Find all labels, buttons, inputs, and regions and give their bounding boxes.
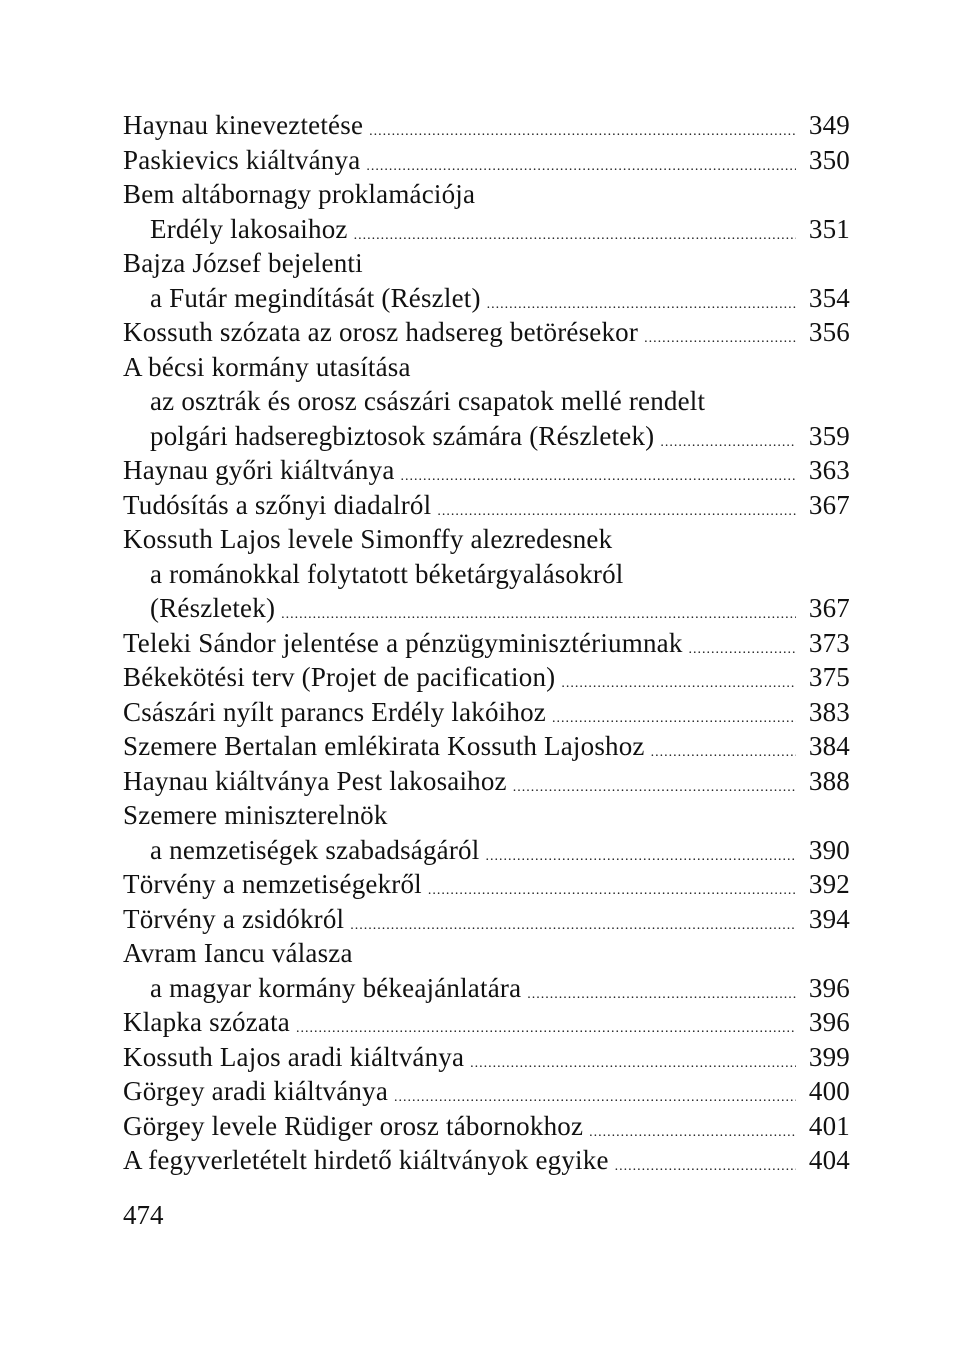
toc-entry-title [123, 350, 850, 385]
toc-entry-title [123, 695, 850, 730]
toc-entry-title [123, 626, 850, 661]
toc-entry-text: a nemzetiségek szabadságáról [150, 834, 480, 865]
toc-entry-text: Szemere miniszterelnök [123, 800, 388, 830]
toc-entry-text: Szemere Bertalan emlékirata Kossuth Lajoshoz [123, 731, 645, 761]
toc-entry-text: Paskievics kiáltványa [123, 144, 361, 175]
toc-entry-title [123, 798, 850, 833]
toc-entry [123, 764, 850, 799]
toc-page-number: 350 [808, 144, 850, 175]
toc-entry-continuation [123, 591, 850, 626]
toc-entry-title [123, 1109, 850, 1144]
toc-entry-text: Császári nyílt parancs Erdély lakóihoz [123, 696, 546, 727]
toc-entry-title [123, 1005, 850, 1040]
toc-entry-title [123, 108, 850, 143]
toc-entry-text: (Részletek) [150, 593, 276, 623]
toc-entry-title [123, 867, 850, 902]
toc-entry-title [123, 764, 850, 799]
toc-entry-title [123, 660, 850, 695]
toc-page-number: 367 [808, 489, 850, 520]
toc-page-number: 373 [808, 627, 850, 658]
toc-entry [123, 453, 850, 488]
toc-entry [123, 315, 850, 350]
toc-entry-title [123, 1074, 850, 1109]
table-of-contents [123, 108, 850, 1178]
toc-entry-text: Görgey aradi kiáltványa [123, 1076, 389, 1106]
toc-entry-text: Erdély lakosaihoz [150, 213, 348, 244]
toc-entry-text: az osztrák és orosz császári csapatok mellé rendelt [150, 386, 706, 416]
toc-entry-text: a románokkal folytatott béketárgyalásokról [150, 558, 624, 589]
toc-entry-continuation [123, 557, 850, 592]
toc-entry [123, 177, 850, 246]
toc-page-number: 404 [808, 1145, 850, 1175]
toc-entry-text: Tudósítás a szőnyi diadalról [123, 489, 432, 520]
toc-entry-title [123, 246, 850, 281]
toc-entry [123, 488, 850, 523]
toc-page-number: 367 [808, 593, 850, 623]
toc-entry-title [123, 453, 850, 488]
toc-entry [123, 108, 850, 143]
toc-page-number: 394 [808, 903, 850, 934]
toc-entry-text: Görgey levele Rüdiger orosz tábornokhoz [123, 1110, 584, 1141]
toc-entry-title [123, 902, 850, 937]
toc-entry-text: Bem altábornagy proklamációja [123, 179, 476, 209]
toc-entry [123, 1005, 850, 1040]
toc-entry [123, 350, 850, 454]
toc-page-number: 363 [808, 455, 850, 485]
toc-entry-title [123, 315, 850, 350]
toc-page-number: 359 [808, 420, 850, 451]
toc-page-number: 354 [808, 282, 850, 313]
toc-entry-title [123, 1143, 850, 1178]
toc-entry-text: Törvény a zsidókról [123, 903, 345, 934]
toc-entry-title [123, 177, 850, 212]
toc-entry-text: A fegyverletételt hirdető kiáltványok egyike [123, 1145, 609, 1175]
toc-entry [123, 1109, 850, 1144]
toc-page-number: 396 [808, 972, 850, 1003]
toc-entry-continuation [123, 212, 850, 247]
toc-entry [123, 695, 850, 730]
toc-entry [123, 902, 850, 937]
toc-entry-continuation [123, 384, 850, 419]
toc-entry-text: Kossuth Lajos aradi kiáltványa [123, 1041, 465, 1072]
toc-entry-title [123, 729, 850, 764]
toc-page-number: 396 [808, 1007, 850, 1037]
toc-page-number: 384 [808, 731, 850, 761]
toc-page-number: 399 [808, 1041, 850, 1072]
toc-page-number: 388 [808, 765, 850, 796]
toc-entry-text: Teleki Sándor jelentése a pénzügyminisztériumnak [123, 627, 683, 658]
toc-entry [123, 522, 850, 626]
toc-entry-text: Haynau kiáltványa Pest lakosaihoz [123, 765, 507, 796]
toc-page-number: 401 [808, 1110, 850, 1141]
toc-page-number: 400 [808, 1076, 850, 1106]
toc-entry-title [123, 522, 850, 557]
toc-entry-continuation [123, 281, 850, 316]
toc-entry-text: Avram Iancu válasza [123, 938, 353, 968]
toc-entry-continuation [123, 971, 850, 1006]
toc-entry-title [123, 1040, 850, 1075]
toc-entry-text: Haynau győri kiáltványa [123, 455, 395, 485]
toc-page-number: 383 [808, 696, 850, 727]
toc-entry [123, 626, 850, 661]
toc-entry [123, 143, 850, 178]
toc-entry-continuation [123, 419, 850, 454]
toc-entry-title [123, 143, 850, 178]
toc-entry-text: Kossuth Lajos levele Simonffy alezredesnek [123, 524, 613, 554]
toc-entry [123, 660, 850, 695]
toc-entry [123, 867, 850, 902]
toc-entry-text: polgári hadseregbiztosok számára (Részletek) [150, 420, 655, 451]
toc-entry [123, 798, 850, 867]
toc-entry [123, 936, 850, 1005]
toc-entry [123, 246, 850, 315]
toc-entry-text: A bécsi kormány utasítása [123, 351, 411, 382]
toc-entry-text: Békekötési terv (Projet de pacification) [123, 662, 556, 692]
toc-entry [123, 1074, 850, 1109]
toc-page-number: 351 [808, 213, 850, 244]
toc-entry-text: a Futár megindítását (Részlet) [150, 282, 481, 313]
toc-entry-text: Kossuth szózata az orosz hadsereg betörésekor [123, 317, 639, 347]
toc-entry-title [123, 488, 850, 523]
toc-entry-text: Haynau kineveztetése [123, 110, 364, 140]
toc-entry-text: Törvény a nemzetiségekről [123, 869, 422, 899]
toc-page-number: 390 [808, 834, 850, 865]
toc-entry [123, 1143, 850, 1178]
toc-entry-text: Klapka szózata [123, 1007, 290, 1037]
toc-page-number: 375 [808, 662, 850, 692]
page-number: 474 [123, 1200, 164, 1230]
toc-page-number: 349 [808, 110, 850, 140]
toc-entry-title [123, 936, 850, 971]
toc-page-number: 392 [808, 869, 850, 899]
toc-entry [123, 729, 850, 764]
toc-entry-continuation [123, 833, 850, 868]
toc-entry-text: Bajza József bejelenti [123, 248, 363, 278]
toc-entry [123, 1040, 850, 1075]
dot-leader [615, 1150, 796, 1185]
toc-entry-text: a magyar kormány békeajánlatára [150, 972, 522, 1003]
toc-page-number: 356 [808, 317, 850, 347]
